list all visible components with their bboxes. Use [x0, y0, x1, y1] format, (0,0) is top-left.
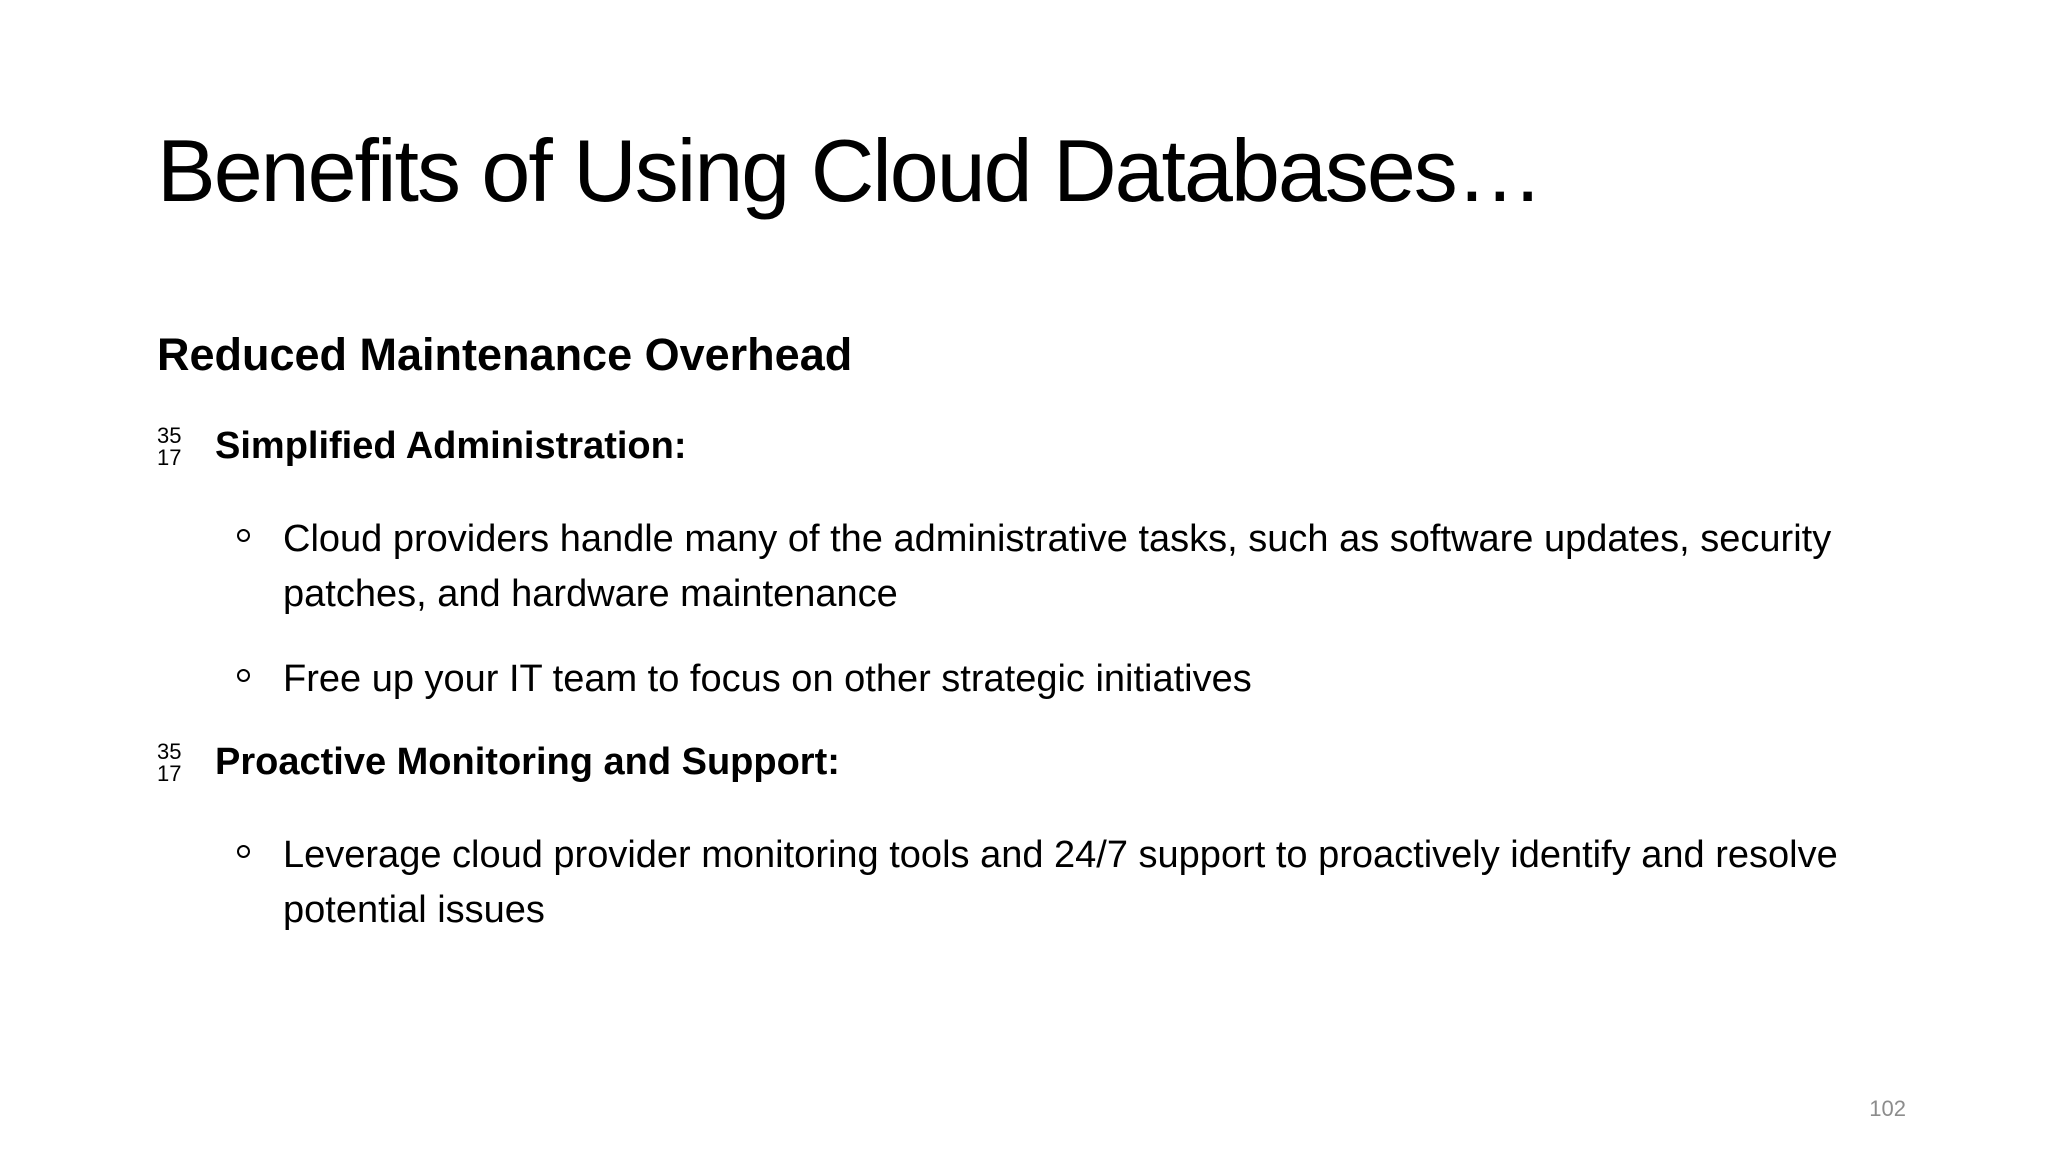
sub-bullet — [237, 828, 1943, 938]
sub-bullet — [237, 512, 1943, 622]
sub-bullet-text: Leverage cloud provider monitoring tools and 24/7 support to proactively identify and resolve potential issues — [283, 834, 1838, 931]
sub-bullet-text: Free up your IT team to focus on other strategic initiatives — [283, 658, 1252, 700]
bullet-marker — [157, 738, 215, 786]
slide-title: Benefits of Using Cloud Databases… — [157, 121, 1542, 220]
bullet-marker-top: 35 — [157, 738, 182, 764]
page-number: 102 — [1869, 1096, 1906, 1121]
sub-bullet — [237, 652, 1943, 707]
bullet-marker-bottom: 17 — [157, 444, 182, 470]
hollow-circle-bullet-icon — [237, 669, 250, 682]
bullet-marker-top: 35 — [157, 422, 182, 448]
bullet-simplified-administration — [157, 424, 687, 470]
hollow-circle-bullet-icon — [237, 845, 250, 858]
bullet-label: Proactive Monitoring and Support: — [215, 741, 840, 783]
bullet-label: Simplified Administration: — [215, 425, 687, 467]
bullet-marker-bottom: 17 — [157, 760, 182, 786]
sub-bullet-text: Cloud providers handle many of the administrative tasks, such as software updates, security patches, and hardware maintenance — [283, 518, 1832, 615]
bullet-marker — [157, 422, 215, 470]
hollow-circle-bullet-icon — [237, 529, 250, 542]
bullet-proactive-monitoring — [157, 740, 840, 786]
section-heading: Reduced Maintenance Overhead — [157, 329, 853, 380]
